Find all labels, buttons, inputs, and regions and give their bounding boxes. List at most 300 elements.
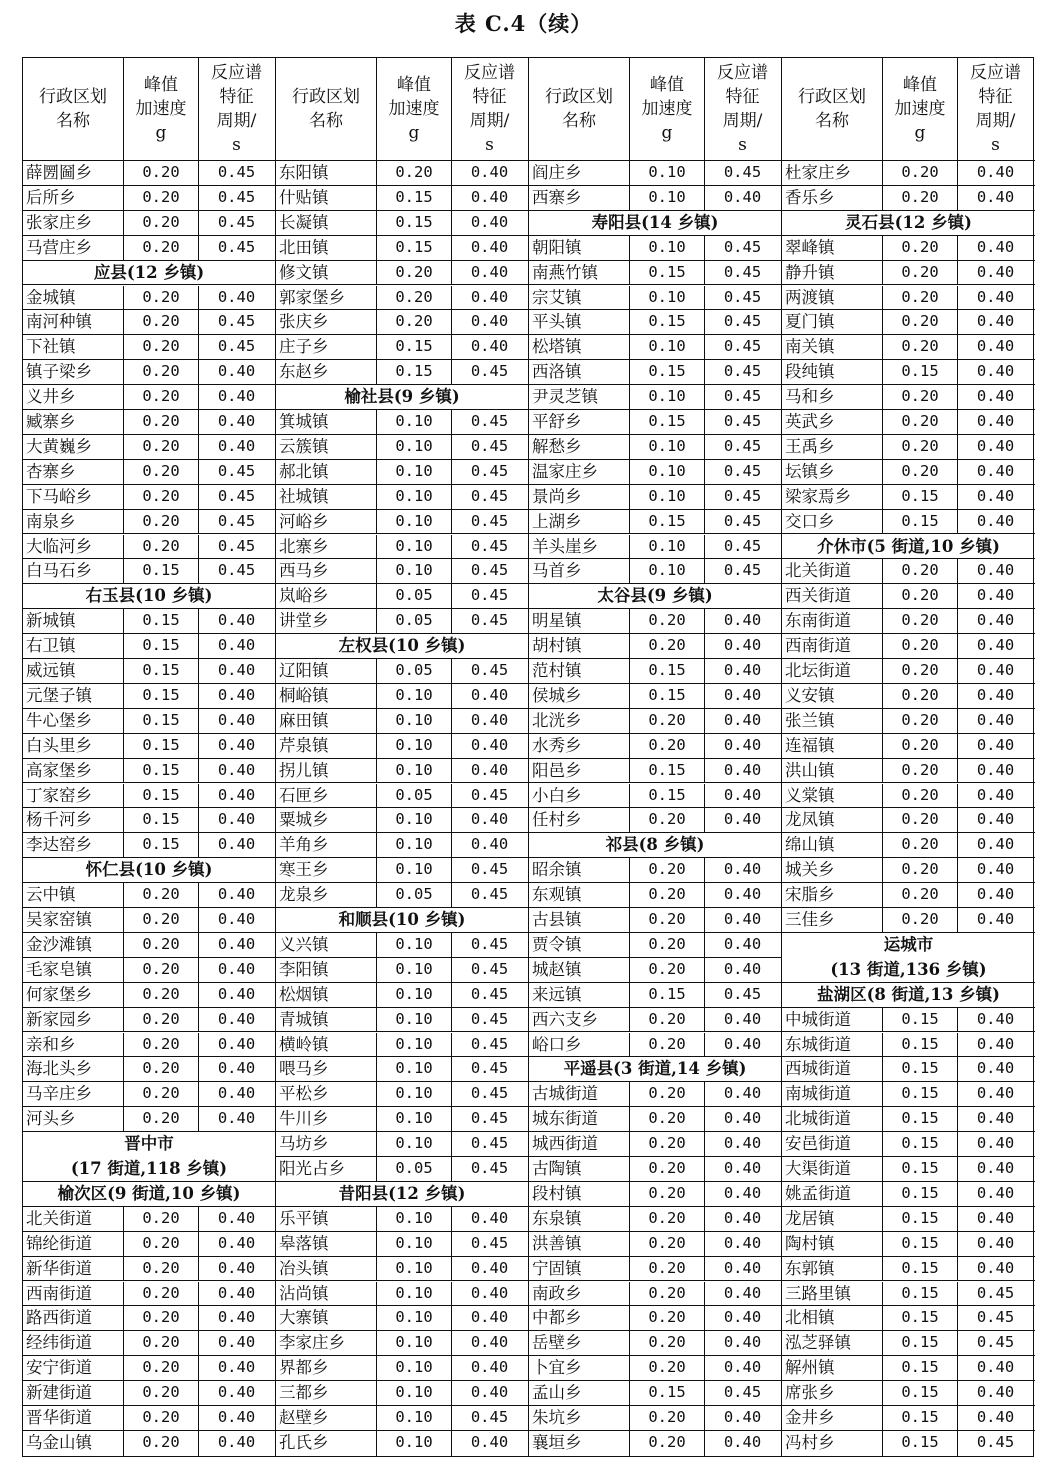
table-column-2 [276,58,529,1456]
peak-acceleration: 0.10 [377,933,452,957]
peak-acceleration: 0.20 [630,808,705,832]
response-period: 0.40 [723,1258,762,1277]
peak-acceleration: 0.15 [883,1381,958,1405]
table-row [23,1008,275,1033]
place-name: 大黄巍乡 [23,435,124,459]
peak-acceleration: 0.15 [883,1182,958,1206]
peak-acceleration: 0.15 [377,335,452,359]
peak-acceleration: 0.20 [630,933,705,957]
peak-acceleration: 0.20 [883,335,958,359]
response-period: 0.40 [217,735,256,754]
peak-acceleration: 0.20 [630,958,705,982]
table-row [782,709,1035,734]
response-period: 0.40 [470,760,509,779]
table-row [782,1082,1035,1107]
place-name: 朝阳镇 [529,236,630,260]
table-row [782,1232,1035,1257]
table-row [23,1381,275,1406]
peak-acceleration: 0.15 [124,559,199,583]
peak-acceleration: 0.10 [377,1132,452,1156]
peak-acceleration: 0.15 [630,410,705,434]
peak-acceleration: 0.20 [124,460,199,484]
response-period: 0.45 [470,1034,509,1053]
peak-acceleration: 0.20 [124,410,199,434]
peak-acceleration: 0.10 [377,1107,452,1131]
peak-acceleration: 0.10 [630,186,705,210]
place-name: 姚孟街道 [782,1182,883,1206]
table-row [23,510,275,535]
place-name: 青城镇 [276,1008,377,1032]
peak-acceleration: 0.10 [377,684,452,708]
region-heading: 应县(12 乡镇) [23,261,275,286]
peak-acceleration: 0.15 [883,1082,958,1106]
peak-acceleration: 0.10 [377,460,452,484]
place-name: 平舒乡 [529,410,630,434]
table-row [276,808,528,833]
place-name: 张兰镇 [782,709,883,733]
region-heading: 介休市(5 街道,10 乡镇) [782,535,1035,560]
table-row [782,659,1035,684]
peak-acceleration: 0.20 [124,286,199,310]
place-name: 水秀乡 [529,734,630,758]
peak-acceleration: 0.10 [377,1207,452,1231]
response-period: 0.40 [723,661,762,679]
response-period: 0.40 [470,735,509,754]
response-period: 0.40 [976,1034,1015,1053]
place-name: 牛川乡 [276,1107,377,1131]
place-name: 路西街道 [23,1306,124,1330]
peak-acceleration: 0.20 [124,1257,199,1281]
header-name: 行政区划 名称 [782,58,883,160]
place-name: 平头镇 [529,310,630,334]
peak-acceleration: 0.20 [630,858,705,882]
peak-acceleration: 0.15 [883,1008,958,1032]
place-name: 古陶镇 [529,1157,630,1181]
response-period: 0.40 [976,1258,1015,1277]
peak-acceleration: 0.20 [883,759,958,783]
peak-acceleration: 0.20 [630,908,705,932]
table-row [782,385,1035,410]
peak-acceleration: 0.20 [377,286,452,310]
response-period: 0.40 [976,412,1015,430]
place-name: 下马峪乡 [23,485,124,509]
response-period: 0.40 [976,312,1015,331]
place-name: 毛家皂镇 [23,958,124,982]
response-period: 0.45 [723,237,762,256]
response-period: 0.40 [470,835,509,854]
response-period: 0.40 [470,1283,509,1302]
table-column-4 [782,58,1035,1456]
response-period: 0.40 [723,1034,762,1053]
response-period: 0.40 [723,611,762,630]
peak-acceleration: 0.20 [883,883,958,907]
table-row [23,759,275,784]
response-period: 0.45 [470,536,509,555]
region-heading: 榆次区(9 街道,10 乡镇) [23,1182,275,1207]
place-name: 西城街道 [782,1057,883,1081]
peak-acceleration: 0.15 [630,310,705,334]
region-heading: 晋中市 [124,1134,174,1154]
response-period: 0.40 [470,187,509,206]
region-heading: 太谷县(9 乡镇) [529,584,781,609]
peak-acceleration: 0.20 [377,310,452,334]
response-period: 0.40 [976,611,1015,630]
place-name: 何家堡乡 [23,983,124,1007]
response-period: 0.40 [976,337,1015,356]
place-name: 亲和乡 [23,1033,124,1057]
table-row [782,808,1035,833]
table-row [276,709,528,734]
table-row [23,958,275,983]
table-row [782,1331,1035,1356]
response-period: 0.45 [470,412,509,430]
response-period: 0.40 [723,760,762,779]
peak-acceleration: 0.10 [630,435,705,459]
table-row [276,1406,528,1431]
peak-acceleration: 0.20 [124,186,199,210]
table-row [529,1082,781,1107]
region-heading: 平遥县(3 街道,14 乡镇) [529,1057,781,1082]
response-period: 0.45 [217,561,256,580]
peak-acceleration: 0.15 [630,759,705,783]
response-period: 0.40 [217,785,256,804]
response-period: 0.40 [217,984,256,1003]
response-period: 0.40 [976,287,1015,306]
peak-acceleration: 0.10 [377,1331,452,1355]
table-row [782,1381,1035,1406]
response-period: 0.40 [217,1383,256,1402]
peak-acceleration: 0.20 [124,1207,199,1231]
table-row [23,1107,275,1132]
table-row [529,784,781,809]
table-row [276,335,528,360]
response-period: 0.40 [976,1109,1015,1128]
place-name: 杨千河乡 [23,808,124,832]
response-period: 0.45 [723,436,762,455]
peak-acceleration: 0.20 [630,1132,705,1156]
place-name: 臧寨乡 [23,410,124,434]
peak-acceleration: 0.15 [630,784,705,808]
header-response-period: 反应谱 特征 周期/ s [211,63,262,155]
place-name: 南政乡 [529,1282,630,1306]
peak-acceleration: 0.05 [377,659,452,683]
response-period: 0.40 [976,362,1015,381]
place-name: 泓芝驿镇 [782,1331,883,1355]
table-row [529,933,781,958]
table-row [782,485,1035,510]
response-period: 0.40 [470,237,509,256]
table-row [529,310,781,335]
place-name: 翠峰镇 [782,236,883,260]
response-period: 0.45 [217,536,256,555]
place-name: 沾尚镇 [276,1282,377,1306]
peak-acceleration: 0.20 [124,335,199,359]
peak-acceleration: 0.10 [377,983,452,1007]
response-period: 0.45 [723,461,762,480]
place-name: 喂马乡 [276,1057,377,1081]
header-name: 行政区划 名称 [529,58,630,160]
response-period: 0.40 [470,1258,509,1277]
response-period: 0.40 [470,287,509,306]
table-row [782,858,1035,883]
place-name: 南泉乡 [23,510,124,534]
peak-acceleration: 0.20 [883,236,958,260]
table-row [529,261,781,286]
table-row [276,833,528,858]
place-name: 义棠镇 [782,784,883,808]
response-period: 0.40 [976,1134,1015,1153]
peak-acceleration: 0.20 [124,958,199,982]
place-name: 马和乡 [782,385,883,409]
place-name: 段村镇 [529,1182,630,1206]
table-row [23,659,275,684]
table-row [782,883,1035,908]
peak-acceleration: 0.20 [124,883,199,907]
place-name: 新城镇 [23,609,124,633]
response-period: 0.40 [723,685,762,704]
place-name: 下社镇 [23,335,124,359]
peak-acceleration: 0.05 [377,609,452,633]
table-column-1 [23,58,276,1456]
place-name: 北关街道 [782,559,883,583]
table-row [276,236,528,261]
place-name: 马辛庄乡 [23,1082,124,1106]
table-row [529,1132,781,1157]
region-heading: 灵石县(12 乡镇) [782,211,1035,236]
header-peak-acceleration: 峰值 加速度 g [377,58,452,160]
peak-acceleration: 0.15 [883,1257,958,1281]
peak-acceleration: 0.20 [124,385,199,409]
response-period: 0.40 [976,810,1015,829]
peak-acceleration: 0.15 [630,659,705,683]
peak-acceleration: 0.10 [630,535,705,559]
region-heading: 祁县(8 乡镇) [529,833,781,858]
column-header [782,58,1035,161]
peak-acceleration: 0.15 [883,1033,958,1057]
place-name: 夏门镇 [782,310,883,334]
place-name: 段纯镇 [782,360,883,384]
place-name: 孟山乡 [529,1381,630,1405]
region-heading: 昔阳县(12 乡镇) [276,1182,528,1207]
page-title: 表 C.4（续） [454,11,593,36]
peak-acceleration: 0.20 [124,1033,199,1057]
response-period: 0.45 [976,1432,1015,1451]
place-name: 金沙滩镇 [23,933,124,957]
table-row [529,1431,781,1456]
table-row [529,858,781,883]
response-period: 0.45 [217,337,256,356]
response-period: 0.40 [217,1059,256,1078]
peak-acceleration: 0.20 [124,211,199,235]
place-name: 昭余镇 [529,858,630,882]
response-period: 0.40 [976,1159,1015,1177]
place-name: 大渠街道 [782,1157,883,1181]
place-name: 丁家窑乡 [23,784,124,808]
place-name: 英武乡 [782,410,883,434]
region-heading: 运城市 [883,934,934,954]
peak-acceleration: 0.05 [377,1157,452,1181]
table-row [23,609,275,634]
response-period: 0.40 [217,661,256,679]
peak-acceleration: 0.20 [124,908,199,932]
response-period: 0.40 [723,1432,762,1451]
place-name: 松烟镇 [276,983,377,1007]
peak-acceleration: 0.10 [630,286,705,310]
table-row [782,759,1035,784]
table-row [23,559,275,584]
place-name: 古县镇 [529,908,630,932]
place-name: 李达窑乡 [23,833,124,857]
peak-acceleration: 0.15 [377,211,452,235]
peak-acceleration: 0.15 [883,1356,958,1380]
peak-acceleration: 0.15 [883,1207,958,1231]
response-period: 0.40 [723,1308,762,1327]
table-row [23,1431,275,1456]
peak-acceleration: 0.20 [377,161,452,185]
peak-acceleration: 0.20 [883,659,958,683]
response-period: 0.40 [976,511,1015,530]
place-name: 西寨乡 [529,186,630,210]
response-period: 0.40 [976,262,1015,281]
region-heading: 右玉县(10 乡镇) [23,584,275,609]
response-period: 0.40 [976,586,1015,605]
table-row [23,460,275,485]
response-period: 0.40 [217,810,256,829]
table-column-3 [529,58,782,1456]
table-row [782,161,1035,186]
response-period: 0.45 [723,1383,762,1402]
peak-acceleration: 0.15 [883,1107,958,1131]
response-period: 0.40 [217,1432,256,1451]
response-period: 0.40 [217,1308,256,1327]
peak-acceleration: 0.20 [630,1257,705,1281]
place-name: 三佳乡 [782,908,883,932]
peak-acceleration: 0.10 [377,808,452,832]
response-period: 0.40 [723,1183,762,1202]
peak-acceleration: 0.20 [124,933,199,957]
peak-acceleration: 0.15 [883,510,958,534]
place-name: 任村乡 [529,808,630,832]
table-row [529,360,781,385]
response-period: 0.40 [976,1208,1015,1227]
response-period: 0.45 [470,436,509,455]
place-name: 经纬街道 [23,1331,124,1355]
peak-acceleration: 0.15 [377,186,452,210]
peak-acceleration: 0.20 [630,1282,705,1306]
table-row [23,833,275,858]
peak-acceleration: 0.15 [883,1406,958,1430]
peak-acceleration: 0.20 [630,1008,705,1032]
response-period: 0.45 [723,511,762,530]
peak-acceleration: 0.15 [124,833,199,857]
table-row [276,609,528,634]
response-period: 0.45 [217,163,256,181]
response-period: 0.40 [723,1208,762,1227]
response-period: 0.40 [217,1358,256,1377]
peak-acceleration: 0.20 [883,460,958,484]
peak-acceleration: 0.20 [883,161,958,185]
response-period: 0.45 [723,561,762,580]
response-period: 0.45 [976,1333,1015,1352]
peak-acceleration: 0.15 [124,734,199,758]
place-name: 安宁街道 [23,1356,124,1380]
table-row [276,1257,528,1282]
place-name: 三都乡 [276,1381,377,1405]
peak-acceleration: 0.10 [630,460,705,484]
header-peak-acceleration: 峰值 加速度 g [124,58,199,160]
place-name: 金井乡 [782,1406,883,1430]
place-name: 交口乡 [782,510,883,534]
table-row [782,1157,1035,1182]
response-period: 0.45 [723,412,762,430]
response-period: 0.40 [976,461,1015,480]
peak-acceleration: 0.10 [377,410,452,434]
place-name: 两渡镇 [782,286,883,310]
place-name: 阳邑乡 [529,759,630,783]
place-name: 北关街道 [23,1207,124,1231]
peak-acceleration: 0.15 [377,236,452,260]
header-name: 行政区划 名称 [23,58,124,160]
table-row [529,709,781,734]
response-period: 0.40 [976,1233,1015,1252]
place-name: 什贴镇 [276,186,377,210]
response-period: 0.45 [470,1134,509,1153]
response-period: 0.40 [723,810,762,829]
response-period: 0.40 [976,1408,1015,1426]
place-name: 箕城镇 [276,410,377,434]
peak-acceleration: 0.10 [377,1082,452,1106]
table-row [782,1406,1035,1431]
peak-acceleration: 0.20 [630,1207,705,1231]
response-period: 0.45 [723,536,762,555]
response-period: 0.40 [723,1109,762,1128]
table-row [529,161,781,186]
place-name: 卜宜乡 [529,1356,630,1380]
table-row [23,908,275,933]
table-row [276,510,528,535]
peak-acceleration: 0.20 [630,1157,705,1181]
table-row [276,659,528,684]
table-row [23,1232,275,1257]
place-name: 解愁乡 [529,435,630,459]
response-period: 0.40 [217,760,256,779]
table-row [782,1207,1035,1232]
place-name: 张庆乡 [276,310,377,334]
place-name: 孔氏乡 [276,1431,377,1456]
table-row [23,161,275,186]
table-row [276,684,528,709]
response-period: 0.40 [976,661,1015,679]
header-peak-acceleration: 峰值 加速度 g [630,58,705,160]
table-row [782,1008,1035,1033]
header-response-period: 反应谱 特征 周期/ s [970,63,1021,155]
response-period: 0.40 [217,1009,256,1028]
place-name: 大临河乡 [23,535,124,559]
response-period: 0.40 [723,1333,762,1352]
peak-acceleration: 0.20 [630,1082,705,1106]
place-name: 城赵镇 [529,958,630,982]
response-period: 0.45 [470,611,509,630]
place-name: 北城街道 [782,1107,883,1131]
response-period: 0.40 [723,910,762,928]
table-row [276,1381,528,1406]
peak-acceleration: 0.15 [883,1306,958,1330]
peak-acceleration: 0.20 [630,1107,705,1131]
place-name: 牛心堡乡 [23,709,124,733]
table-row [276,883,528,908]
place-name: 粟城乡 [276,808,377,832]
table-row [529,1381,781,1406]
